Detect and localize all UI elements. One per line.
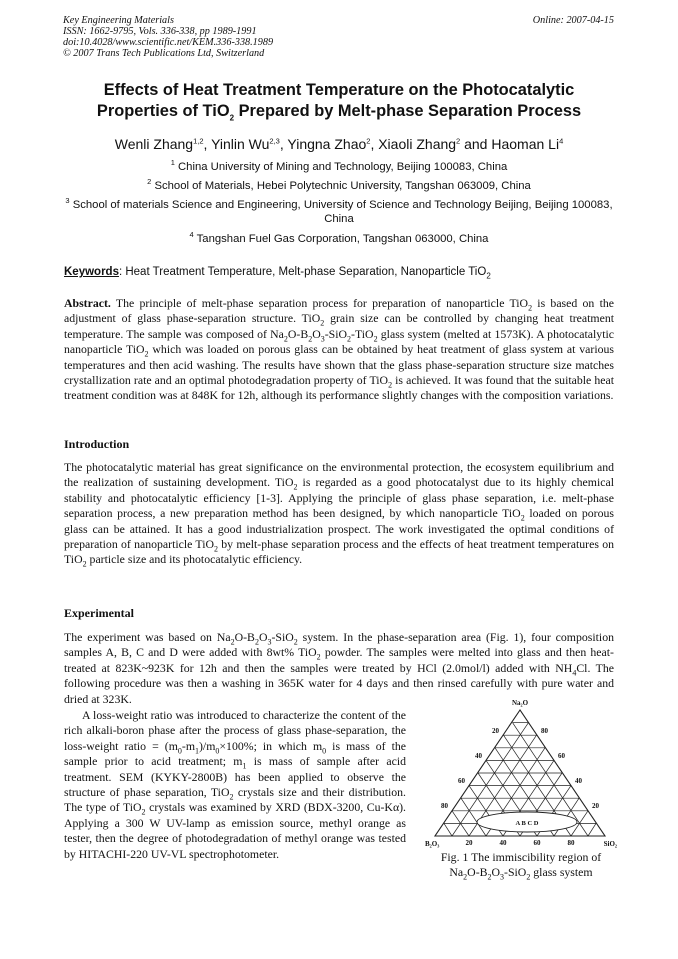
author-list: Wenli Zhang$^{1,2}$, Yinlin Wu$^{2,3}$, Yingna Zhao$^2$, Xiaoli Zhang$^2$ and Haoman Li$^4$ bbox=[114, 136, 564, 152]
introduction-text: The photocatalytic material has great significance on the environmental protection, the ecosystem equilibrium and the realization of sustaining development. TiO$_2$ is regarded as a good photocatalyst due to its highly chemical stability and photocatalytic efficiency [1-3]. Applying the principle of glass phase separation, i.e. melt-phase separation process, a new preparation method has been designed, by which nanoparticle TiO$_2$ loaded on porous glass can be attained. It has a good industrialization prospect. The work investigated the optimal conditions of preparation of nanoparticle TiO$_2$ by melt-phase separation process and the effects of heat treatment temperatures on TiO$_2$ particle size and its photocatalytic efficiency. bbox=[64, 460, 615, 569]
title-line-1: Effects of Heat Treatment Temperature on the Photocatalytic bbox=[103, 81, 575, 99]
copyright: © 2007 Trans Tech Publications Ltd, Switzerland bbox=[63, 48, 265, 59]
journal-header bbox=[63, 15, 273, 59]
apex-label-na2o: Na₂O bbox=[511, 699, 529, 707]
ternary-diagram bbox=[423, 696, 619, 848]
author: Wenli Zhang bbox=[114, 136, 194, 152]
apex-label-b2o3: B₂O₃ bbox=[425, 840, 440, 848]
right-tick: 20 bbox=[592, 802, 599, 810]
author: Yingna Zhao bbox=[287, 136, 367, 152]
abstract: Abstract. The principle of melt-phase separation process for preparation of nanoparticle TiO$_2$ is based on the adjustment of glass phase-separation structure. TiO$_2$ grain size can be controlled by changing heat treatment temperature. The sample was composed of $Na_2O-B_2O_3-SiO_2-TiO_2$ glass system (melted at 1573K). A photocatalytic nanoparticle TiO$_2$ which was loaded on porous glass can be obtained by heat treatment of glass system at various temperatures and then acid washing. The results have shown that the glass phase-separation structure size matches crystallization rate and an optimal photodegradation property of TiO$_2$ is achieved. It was found that the suitable heat treatment condition was at 848K for 12h, although its performance slightly changes with the composition variations. bbox=[64, 296, 615, 403]
experimental-paragraph-2: A loss-weight ratio was introduced to characterize the content of the rich alkali-boron phase after the process of glass phase-separation, the loss-weight ratio = $(m_0-m_1)/m_0\times 100\%$; in which $m_0$ is mass of the sample prior to acid treatment; $m_1$ is mass of sample after acid treatment. SEM (KYKY-2800B) has been applied to observe the structure of phase separation, TiO$_2$ crystals size and their distribution. The type of TiO$_2$ crystals was examined by XRD (BDX-3200, Cu-Kα). Applying a 300 W UV-lamp as emission source, methyl orange as tester, then the degree of photodegradation of methyl orange was tested by HITACHI-220 UV-VL spectrophotometer. bbox=[64, 708, 407, 861]
keywords: Keywords: Heat Treatment Temperature, Melt-phase Separation, Nanoparticle TiO$_2$ bbox=[64, 266, 491, 281]
affiliation-3: $^3$ School of materials Science and Engineering, University of Science and Technology Beijing, Beijing 100083, China bbox=[65, 196, 613, 225]
left-tick: 40 bbox=[475, 752, 482, 760]
composition-points: A B C D bbox=[515, 820, 539, 827]
right-tick: 60 bbox=[558, 752, 565, 760]
bottom-tick: 60 bbox=[533, 839, 541, 847]
bottom-tick: 80 bbox=[567, 839, 575, 847]
experimental-paragraph-1: The experiment was based on $Na_2O-B_2O_3-SiO_2$ system. In the phase-separation area (Fig. 1), four composition samples A, B, C and D were added with 8wt% TiO$_2$ powder. The samples were melted into glass and then heat-treated at 823K~923K for 12h and then the samples were treated by HCl (2.0mol/l) added with $NH_4Cl$. The following procedure was then a washing in 365K water for 4 days and then rinsed carefully with pure water and dried at 323K. bbox=[64, 630, 615, 706]
online-date: Online: 2007-04-15 bbox=[532, 15, 614, 26]
left-tick: 20 bbox=[492, 727, 499, 735]
paper-title bbox=[40, 80, 638, 122]
author: Yinlin Wu bbox=[211, 136, 270, 152]
affiliation-4: $^4$ Tangshan Fuel Gas Corporation, Tangshan 063000, China bbox=[189, 230, 489, 245]
title-line-2: Properties of TiO$_2$ Prepared by Melt-phase Separation Process bbox=[96, 102, 582, 123]
doi: doi:10.4028/www.scientific.net/KEM.336-338.1989 bbox=[63, 37, 274, 48]
introduction-heading: Introduction bbox=[64, 437, 130, 451]
author: Xiaoli Zhang bbox=[378, 136, 457, 152]
right-tick: 80 bbox=[541, 727, 548, 735]
journal-name: Key Engineering Materials bbox=[63, 15, 174, 26]
right-tick: 40 bbox=[575, 777, 582, 785]
affiliation-2: $^2$ School of Materials, Hebei Polytechnic University, Tangshan 063009, China bbox=[147, 177, 531, 192]
experimental-heading: Experimental bbox=[64, 606, 134, 620]
apex-label-sio2: SiO₂ bbox=[603, 840, 617, 848]
left-tick: 60 bbox=[458, 777, 465, 785]
affiliation-1: $^1$ China University of Mining and Technology, Beijing 100083, China bbox=[170, 158, 508, 173]
bottom-tick: 40 bbox=[499, 839, 507, 847]
author: Haoman Li bbox=[491, 136, 560, 152]
figure-caption: Fig. 1 The immiscibility region of $Na_2O-B_2O_3-SiO_2$ glass system bbox=[440, 850, 602, 882]
issn: ISSN: 1662-9795, Vols. 336-338, pp 1989-1991 bbox=[63, 26, 257, 37]
left-tick: 80 bbox=[441, 802, 448, 810]
bottom-tick: 20 bbox=[465, 839, 473, 847]
